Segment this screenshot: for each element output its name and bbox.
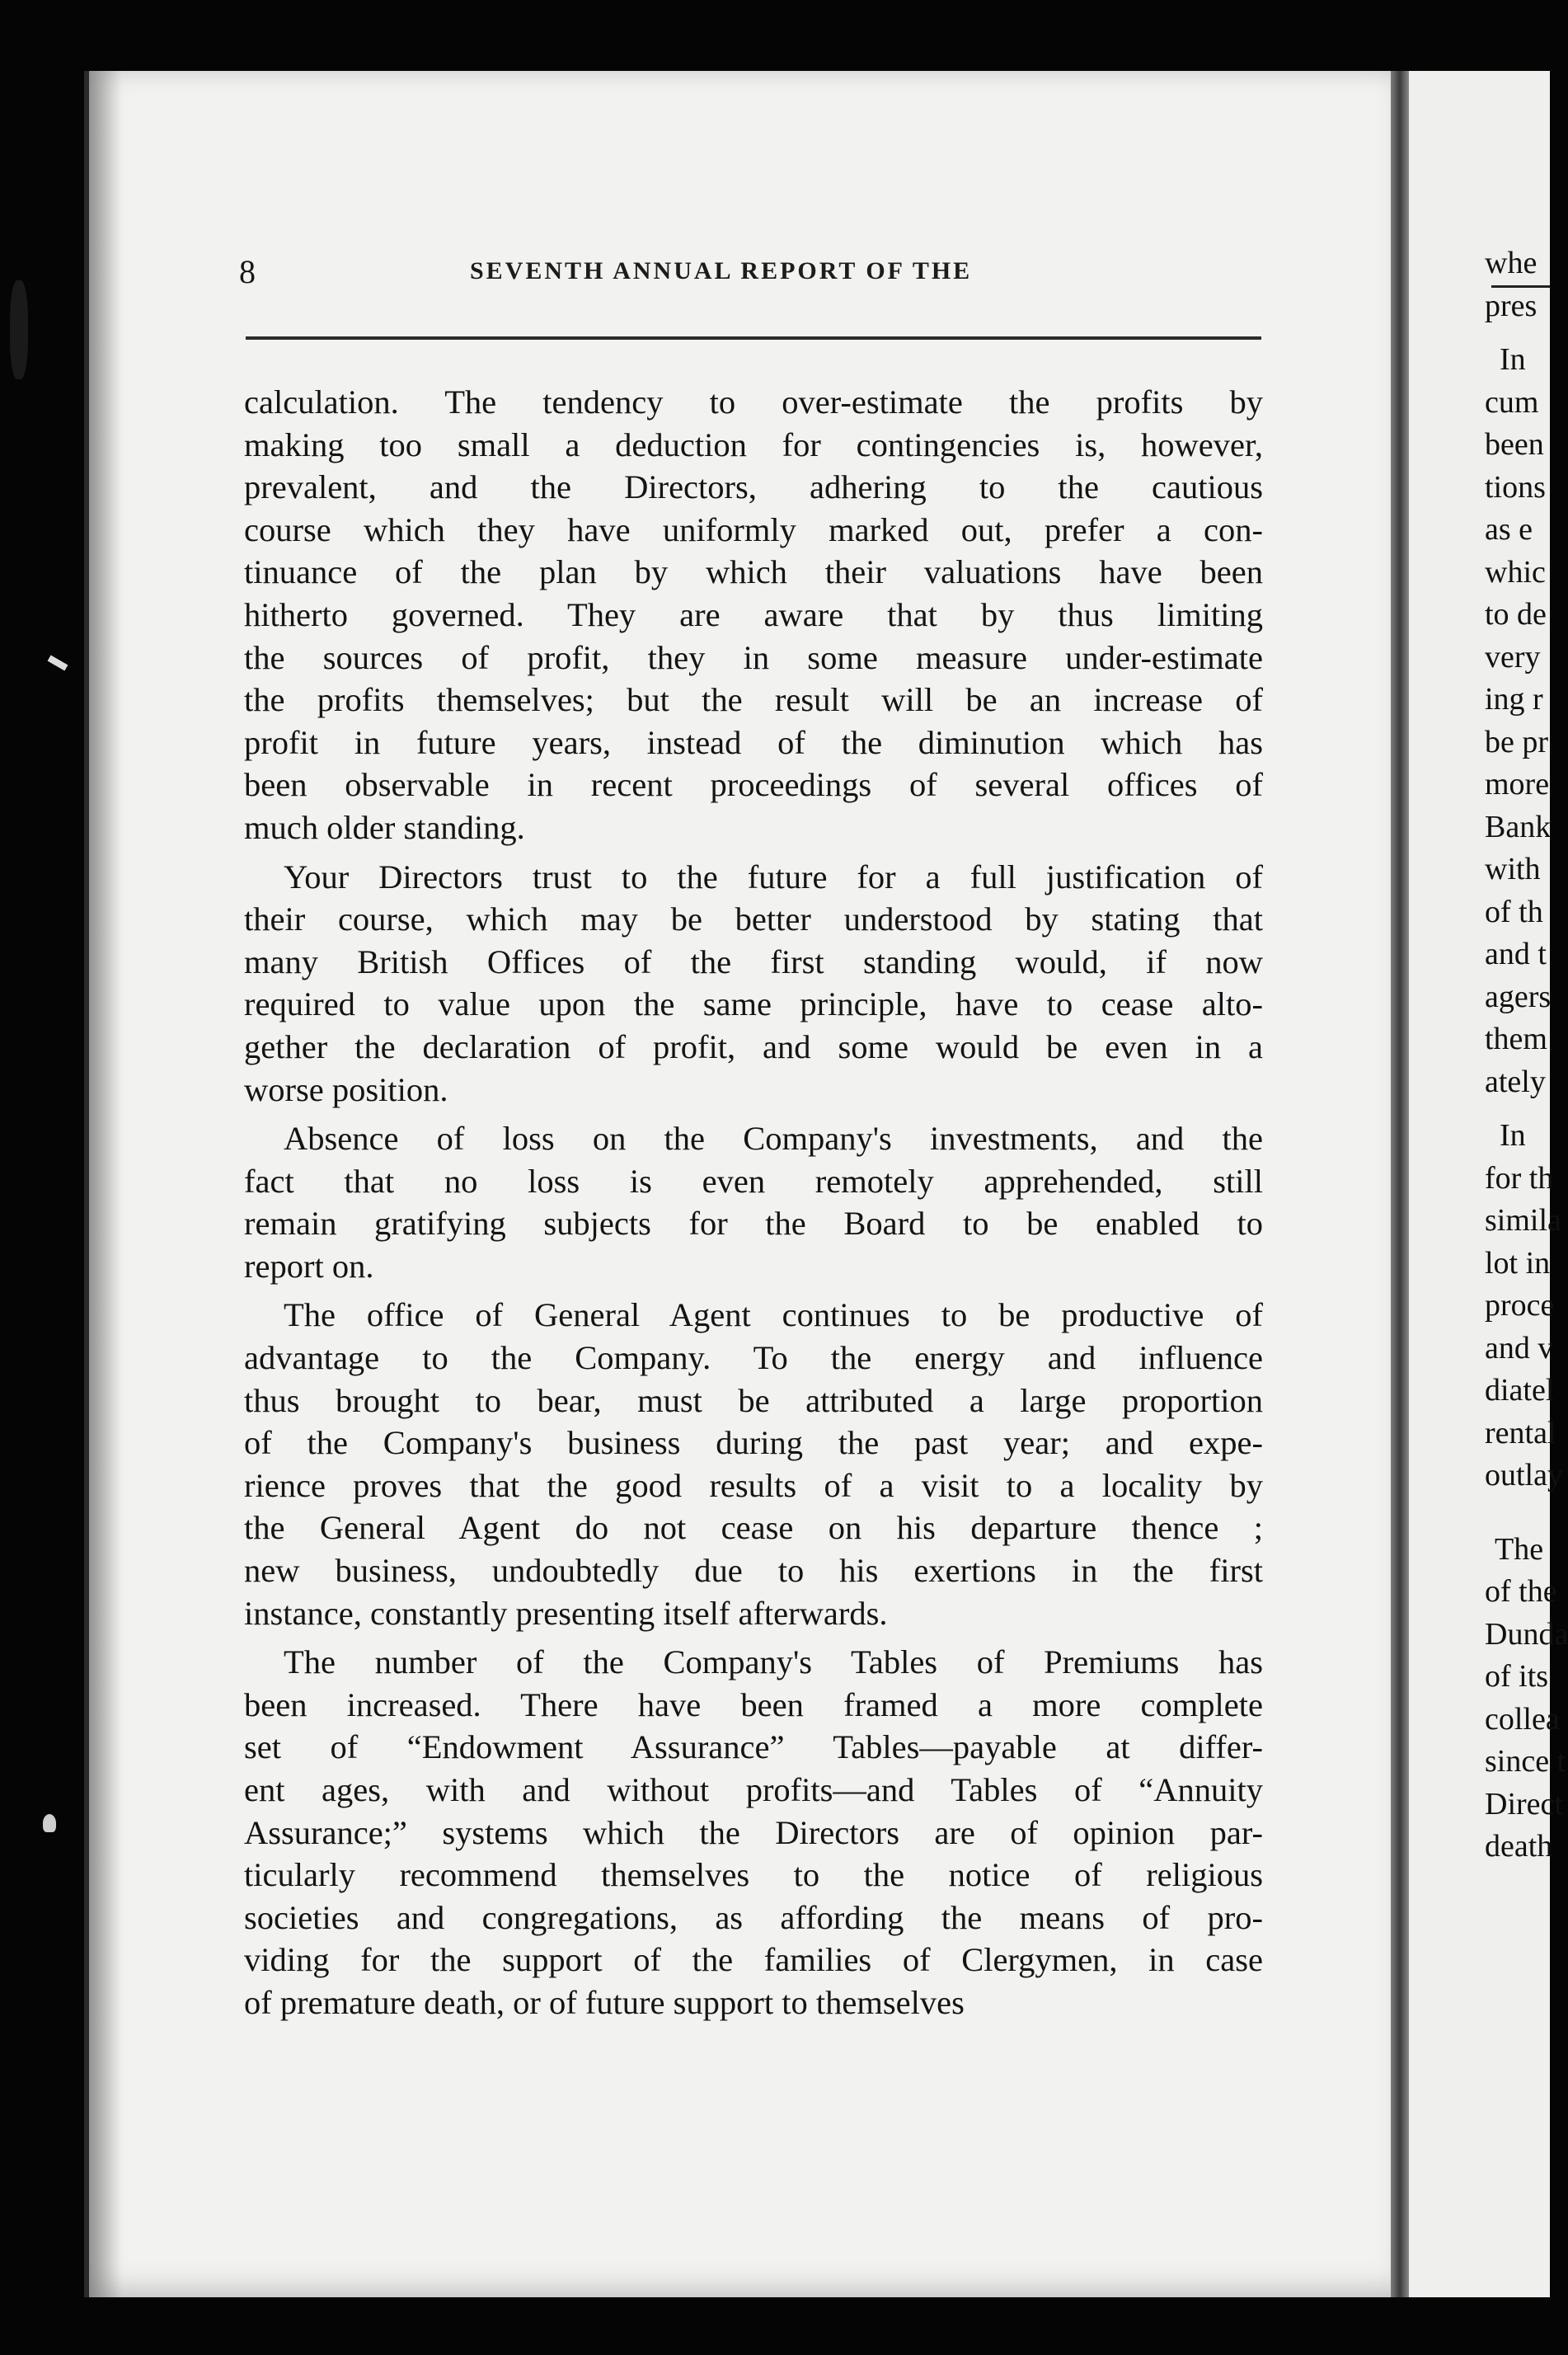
text-line: making too small a deduction for contingencies is, however, — [244, 425, 1263, 463]
text-line: new business, undoubtedly due to his exertions in the first — [244, 1552, 1263, 1590]
facing-page-line: of its — [1485, 1659, 1549, 1694]
text-line: course which they have uniformly marked out, prefer a con- — [244, 510, 1263, 548]
text-line: required to value upon the same principle, have to cease alto- — [244, 985, 1263, 1023]
paragraph — [244, 381, 1263, 849]
facing-page-line: Bank — [1485, 809, 1552, 844]
facing-page-line: Dunda — [1485, 1616, 1568, 1652]
facing-page-line: of th — [1485, 894, 1543, 929]
text-line: prevalent, and the Directors, adhering to the cautious — [244, 468, 1263, 506]
text-line: Assurance;” systems which the Directors are of opinion par- — [244, 1813, 1263, 1851]
facing-page-line: lot in — [1485, 1245, 1551, 1281]
text-line: The number of the Company's Tables of Premiums has — [284, 1643, 1263, 1681]
facing-page-line: ately — [1485, 1064, 1546, 1099]
facing-page-line: as e — [1485, 512, 1533, 547]
scan-shadow — [10, 280, 28, 379]
text-line: thus brought to bear, must be attributed a large proportion — [244, 1381, 1263, 1419]
facing-page-line: been — [1485, 427, 1544, 462]
facing-page-line: whic — [1485, 554, 1546, 590]
text-line: been increased. There have been framed a more complete — [244, 1685, 1263, 1723]
facing-page-line: of the — [1485, 1574, 1557, 1609]
text-line: been observable in recent proceedings of several offices of — [244, 766, 1263, 804]
text-line: rience proves that the good results of a visit to a locality by — [244, 1466, 1263, 1504]
text-line: Your Directors trust to the future for a full justification of — [284, 858, 1263, 895]
text-line: tinuance of the plan by which their valuations have been — [244, 553, 1263, 591]
facing-page-rule — [1491, 285, 1550, 288]
paragraph — [244, 1117, 1263, 1287]
text-line: gether the declaration of profit, and some would be even in a — [244, 1027, 1263, 1065]
facing-page-line: simila — [1485, 1203, 1561, 1238]
body-text — [244, 381, 1263, 2024]
text-line: report on. — [244, 1247, 374, 1285]
facing-page-line: whe — [1485, 246, 1537, 280]
facing-page-line: collea — [1485, 1701, 1560, 1737]
text-line: profit in future years, instead of the diminution which has — [244, 723, 1263, 761]
facing-page-line: In — [1500, 342, 1526, 377]
text-line: remain gratifying subjects for the Board to be enabled to — [244, 1205, 1263, 1243]
page-number: 8 — [239, 253, 256, 290]
facing-page-line: more — [1485, 767, 1550, 801]
paragraph — [244, 1641, 1263, 2024]
facing-page-line: In — [1500, 1118, 1526, 1153]
text-line: calculation. The tendency to over-estimate the profits by — [244, 383, 1263, 421]
facing-page-line: very — [1485, 639, 1541, 675]
facing-page-line: tions — [1485, 469, 1546, 505]
text-line: The office of General Agent continues to be productive of — [284, 1296, 1263, 1334]
facing-page-line: them — [1485, 1022, 1547, 1056]
text-line: their course, which may be better understood by stating that — [244, 900, 1263, 938]
facing-page-line: and v — [1485, 1330, 1554, 1366]
text-line: ticularly recommend themselves to the notice of religious — [244, 1856, 1263, 1894]
facing-page-line: Direct — [1485, 1786, 1563, 1821]
book-gutter — [1391, 71, 1409, 2297]
facing-page-line: since t — [1485, 1744, 1566, 1779]
text-line: Absence of loss on the Company's investments, and the — [284, 1120, 1263, 1158]
facing-page-line: ing r — [1485, 682, 1543, 717]
text-line: of the Company's business during the past year; and expe- — [244, 1424, 1263, 1462]
text-line: the General Agent do not cease on his departure thence ; — [244, 1509, 1263, 1547]
text-line: much older standing. — [244, 808, 525, 846]
facing-page-line: outlay — [1485, 1458, 1563, 1492]
facing-page-line: proce — [1485, 1288, 1555, 1323]
facing-page-line: be pr — [1485, 724, 1549, 759]
text-line: the sources of profit, they in some measure under-estimate — [244, 638, 1263, 676]
text-line: of premature death, or of future support to themselves — [244, 1983, 965, 2021]
facing-page — [1409, 71, 1568, 2297]
text-line: worse position. — [244, 1070, 448, 1108]
facing-page-line: to de — [1485, 597, 1547, 632]
facing-page-line: The — [1495, 1531, 1544, 1567]
facing-page-line: rental — [1485, 1415, 1556, 1450]
text-line: societies and congregations, as affording the means of pro- — [244, 1898, 1263, 1936]
paragraph — [244, 1294, 1263, 1634]
facing-page-line: with — [1485, 852, 1541, 886]
text-line: many British Offices of the first standing would, if now — [244, 942, 1263, 980]
page-shadow — [89, 71, 122, 2297]
text-line: advantage to the Company. To the energy and influence — [244, 1339, 1263, 1377]
text-line: the profits themselves; but the result will be an increase of — [244, 681, 1263, 719]
paragraph — [244, 856, 1263, 1112]
header-rule — [246, 336, 1261, 340]
facing-page-line: agers — [1485, 979, 1552, 1014]
text-line: set of “Endowment Assurance” Tables—payable at differ- — [244, 1728, 1263, 1766]
text-line: fact that no loss is even remotely apprehended, still — [244, 1162, 1263, 1200]
text-line: viding for the support of the families of Clergymen, in case — [244, 1941, 1263, 1979]
scan-mark — [48, 656, 68, 671]
facing-page-line: diatel — [1485, 1373, 1555, 1408]
text-line: hitherto governed. They are aware that by thus limiting — [244, 595, 1263, 633]
running-head: SEVENTH ANNUAL REPORT OF THE — [470, 257, 973, 284]
facing-page-line: cum — [1485, 384, 1539, 420]
facing-page-line: for th — [1485, 1160, 1554, 1196]
facing-page-line: pres — [1485, 288, 1537, 323]
text-line: instance, constantly presenting itself afterwards. — [244, 1594, 888, 1632]
facing-page-line: death — [1485, 1829, 1553, 1864]
text-line: ent ages, with and without profits—and Tables of “Annuity — [244, 1771, 1263, 1808]
scan-mark — [43, 1814, 56, 1832]
facing-page-line: and t — [1485, 937, 1547, 971]
